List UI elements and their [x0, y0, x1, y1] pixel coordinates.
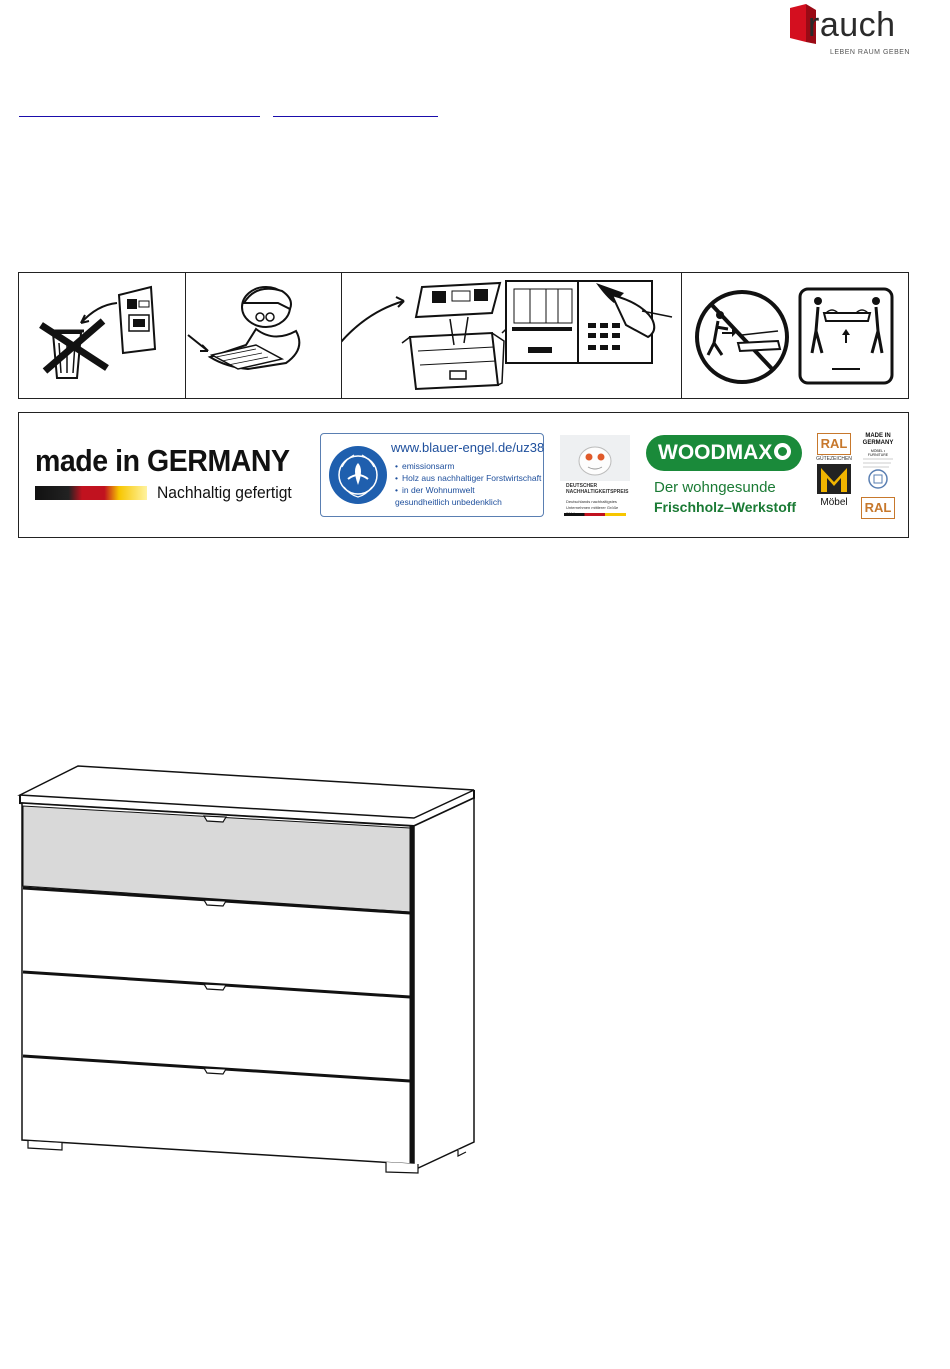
- made-in-germany-subtitle: Nachhaltig gefertigt: [157, 483, 292, 502]
- handle-1: [204, 816, 226, 822]
- ral-caption: GÜTEZEICHEN: [816, 456, 852, 462]
- quality-seal-icon: [861, 457, 895, 491]
- ral2-badge: RAL: [861, 497, 895, 519]
- nachhaltigkeitspreis-note: Deutschlands nachhaltigstes Unternehmen mittlerer Größe: [566, 499, 619, 510]
- nachhaltigkeitspreis-badge: [560, 435, 630, 517]
- handle-2: [204, 900, 226, 906]
- ral-label: Möbel: [820, 497, 848, 508]
- point-emissionsarm: • emissionsarm: [395, 460, 541, 472]
- made-in-germany-title: made in GERMANY: [35, 443, 290, 478]
- ral-moebel-seal: [816, 433, 852, 519]
- award-trophy-icon: [560, 435, 630, 481]
- woodmax-dot-icon: [774, 443, 791, 460]
- read-instructions-pictogram: [186, 273, 342, 398]
- link-underline-1[interactable]: [19, 116, 260, 117]
- foot-back-right: [458, 1149, 466, 1156]
- flag-stripe: [564, 513, 626, 516]
- blauer-engel-points: [395, 460, 541, 508]
- ral-made-in-germany-seal: [861, 433, 895, 519]
- brand-name: rauch: [808, 6, 896, 44]
- ral-badge: RAL: [817, 433, 851, 455]
- brand-tagline: LEBEN RAUM GEBEN: [830, 49, 910, 56]
- ral2-title: MADE IN GERMANY: [862, 433, 894, 446]
- chest-side: [414, 798, 474, 1170]
- blauer-engel-label: [320, 433, 544, 517]
- handle-4: [204, 1068, 226, 1074]
- instruction-pictograms: [18, 272, 909, 399]
- link-underline-2[interactable]: [273, 116, 438, 117]
- do-not-discard-pictogram: [19, 273, 186, 398]
- woodmax-logo: [644, 433, 804, 523]
- chest-of-drawers-illustration: [14, 760, 484, 1180]
- blauer-engel-seal-icon: [328, 445, 388, 505]
- certification-banner: [18, 412, 909, 538]
- woodmax-name: WOODMAX: [658, 441, 773, 464]
- german-flag-gradient: [35, 486, 147, 500]
- brand-logo: [786, 2, 910, 60]
- nachhaltigkeitspreis-title: DEUTSCHER NACHHALTIGKEITSPREIS: [566, 483, 629, 495]
- point-holz: • Holz aus nachhaltiger Forstwirtschaft: [395, 472, 541, 484]
- carry-furniture-pictogram: [682, 273, 908, 398]
- handle-3: [204, 984, 226, 990]
- blauer-engel-url[interactable]: www.blauer-engel.de/uz38: [391, 440, 545, 455]
- keep-documents-pictogram: [342, 273, 682, 398]
- woodmax-line2: Frischholz–Werkstoff: [654, 499, 797, 515]
- woodmax-line1: Der wohngesunde: [654, 479, 776, 496]
- ral2-sub: MÖBEL • FURNITURE: [867, 449, 889, 457]
- point-wohnumwelt: • in der Wohnumwelt gesundheitlich unbedenklich: [395, 484, 525, 508]
- moebel-m-icon: [817, 464, 851, 494]
